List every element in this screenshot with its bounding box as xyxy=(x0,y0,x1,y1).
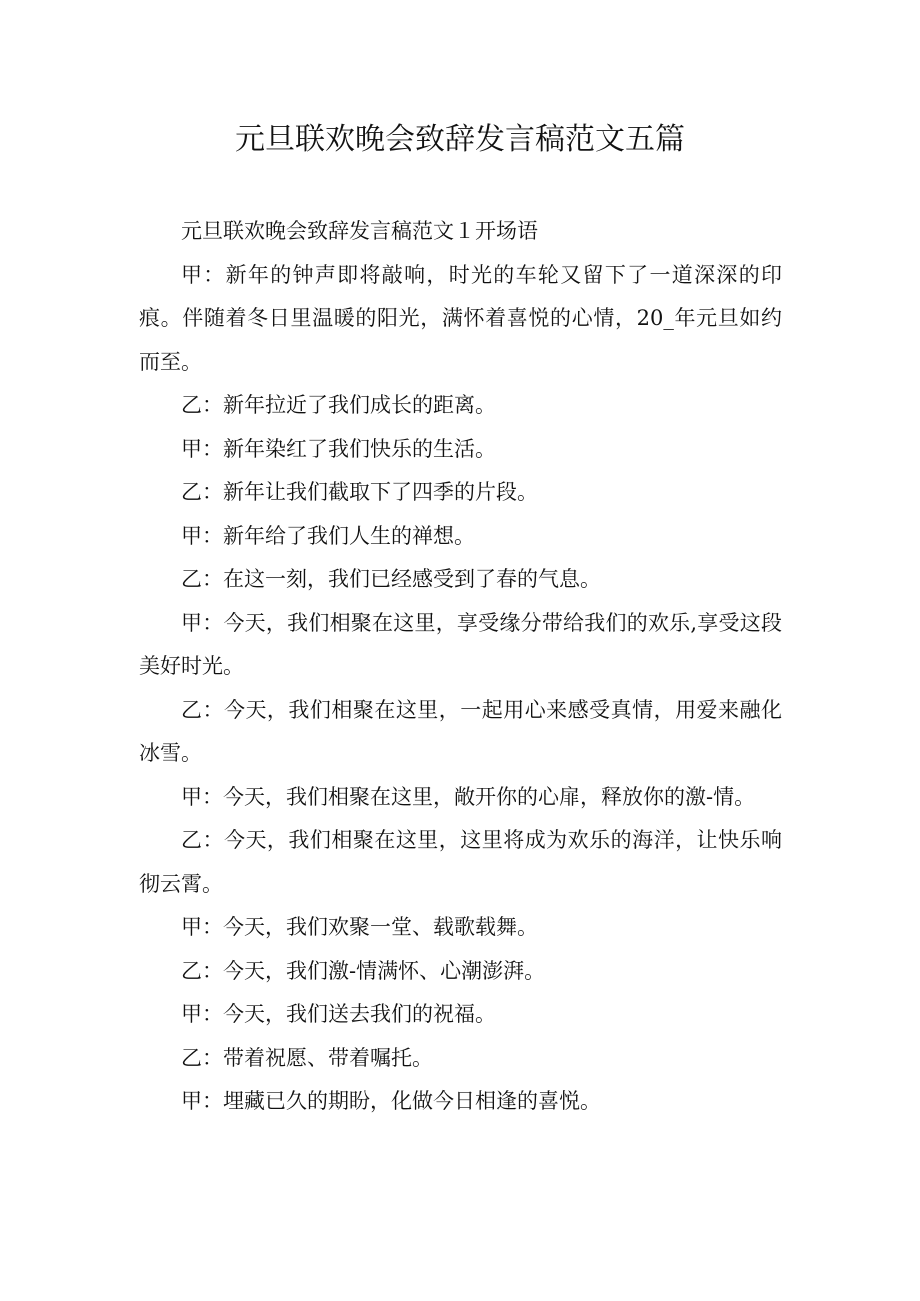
paragraph: 乙：新年拉近了我们成长的距离。 xyxy=(181,393,496,417)
paragraph: 甲：新年染红了我们快乐的生活。 xyxy=(181,436,496,461)
document-body xyxy=(139,210,782,1124)
paragraph: 乙：带着祝愿、带着嘱托。 xyxy=(181,1045,433,1070)
paragraph: 乙：今天，我们相聚在这里，这里将成为欢乐的海洋，让快乐响彻云霄。 xyxy=(139,828,782,896)
paragraph-heading: 元旦联欢晚会致辞发言稿范文１开场语 xyxy=(181,219,538,243)
paragraph: 甲：新年给了我们人生的禅想。 xyxy=(181,523,475,548)
paragraph: 乙：在这一刻，我们已经感受到了春的气息。 xyxy=(181,567,601,591)
paragraph: 甲：今天，我们相聚在这里，享受缘分带给我们的欢乐,享受这段美好时光。 xyxy=(139,610,782,678)
paragraph: 甲：新年的钟声即将敲响，时光的车轮又留下了一道深深的印痕。伴随着冬日里温暖的阳光，满怀着喜悦的心情，20_年元旦如约而至。 xyxy=(139,262,782,374)
paragraph: 甲：埋藏已久的期盼，化做今日相逢的喜悦。 xyxy=(181,1089,601,1113)
paragraph: 甲：今天，我们相聚在这里，敞开你的心扉，释放你的激-情。 xyxy=(181,784,756,809)
paragraph: 甲：今天，我们欢聚一堂、载歌载舞。 xyxy=(181,915,538,939)
paragraph: 甲：今天，我们送去我们的祝福。 xyxy=(181,1002,496,1026)
document-title: 元旦联欢晚会致辞发言稿范文五篇 xyxy=(235,122,685,157)
paragraph: 乙：新年让我们截取下了四季的片段。 xyxy=(181,480,538,504)
paragraph: 乙：今天，我们相聚在这里，一起用心来感受真情，用爱来融化冰雪。 xyxy=(139,697,782,765)
paragraph: 乙：今天，我们激-情满怀、心潮澎湃。 xyxy=(181,958,546,983)
